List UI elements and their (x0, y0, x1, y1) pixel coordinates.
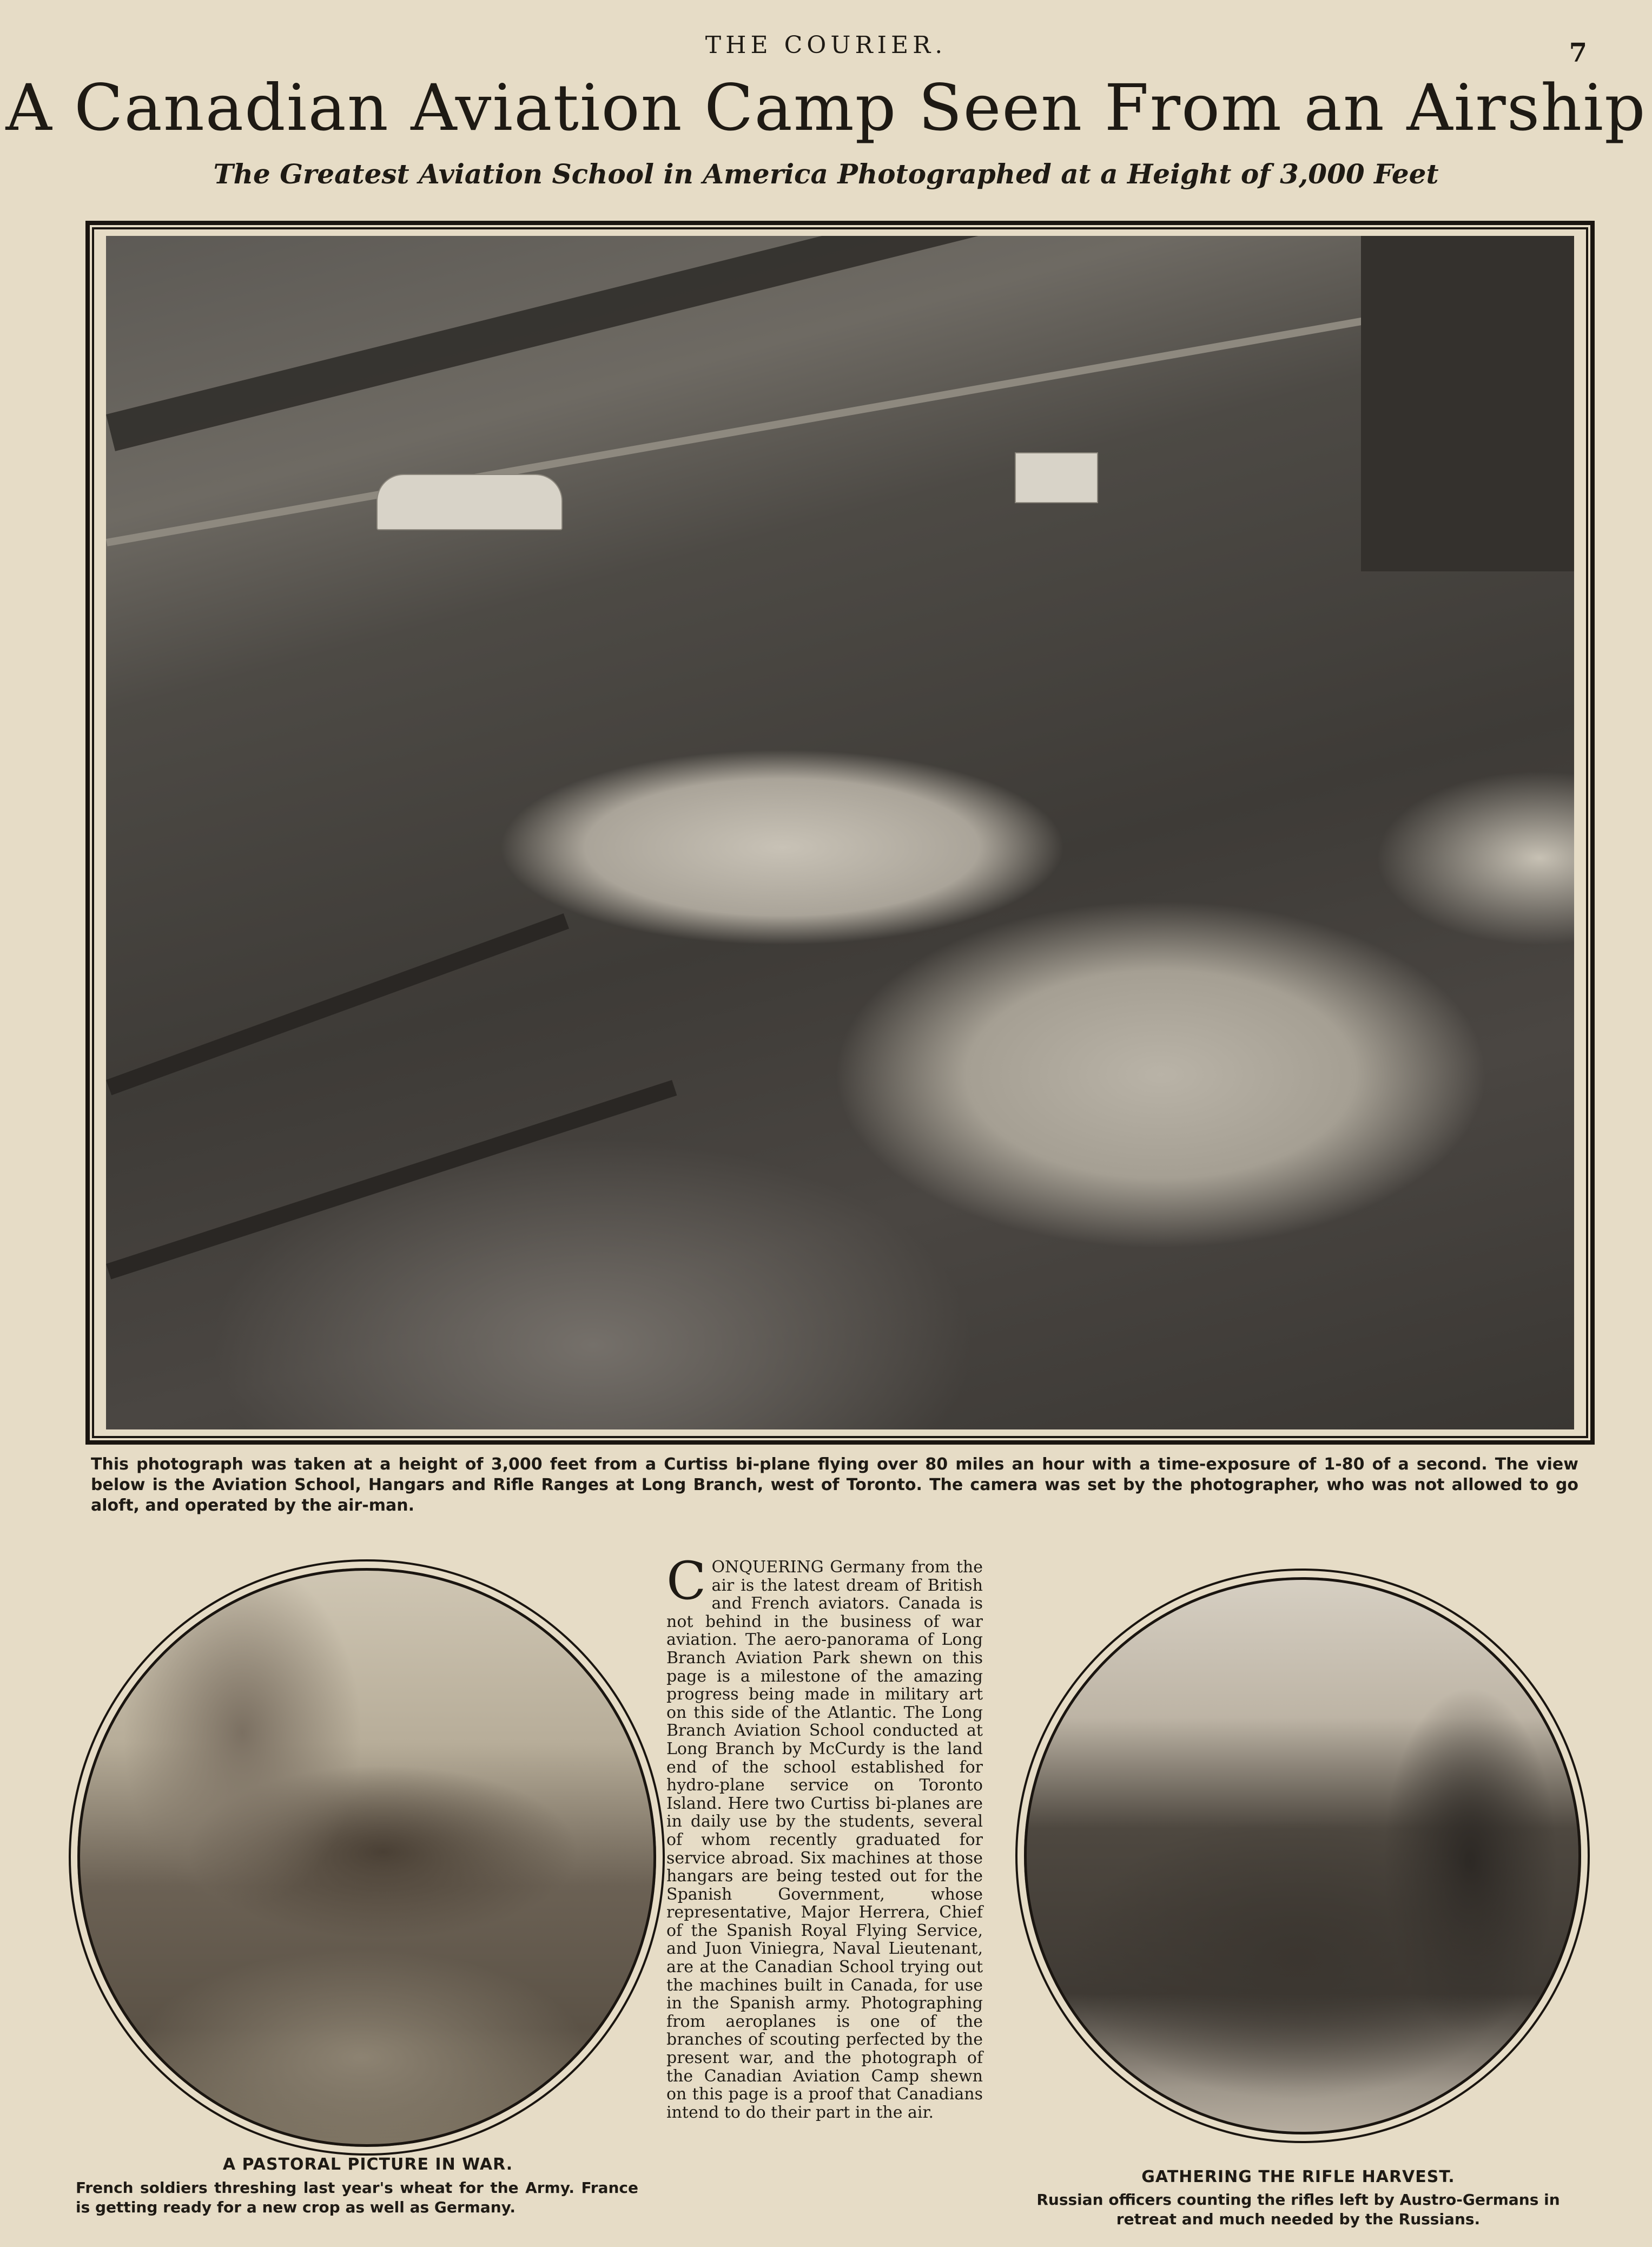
main-photo-caption: This photograph was taken at a height of 3,000 feet from a Curtiss bi-plane flying over 80 miles an hour with a time-exposure of 1-80 of a second. The view below is the Aviation School, Hangars and Rifle Ranges at Long Branch, west of Toronto. The camera was set by the photographer, who was not allowed to go aloft, and operated by the air-man. (91, 1455, 1578, 1515)
page-number: 7 (1569, 38, 1587, 68)
aerial-photograph (106, 236, 1574, 1429)
right-photo-caption: Russian officers counting the rifles left by Austro-Germans in retreat and much needed by the Russians. (1036, 2191, 1560, 2228)
article-body: ONQUERING Germany from the air is the latest dream of British and French aviators. Canada is not behind in the business of war aviation. The aero-panorama of Long Branch Aviation Park shewn on this page is a milestone of the amazing progress being made in military art on this side of the Atlantic. The Long Branch Aviation School conducted at Long Branch by McCurdy is the land end of the school established for hydro-plane service on Toronto Island. Here two Curtiss bi-planes are in daily use by the students, several of whom recently graduated for service abroad. Six machines at those hangars are being tested out for the Spanish Government, whose representative, Major Herrera, Chief of the Spanish Royal Flying Service, and Juon Viniegra, Naval Lieutenant, are at the Canadian School trying out the machines built in Canada, for use in the Spanish army. Photographing from aeroplanes is one of the branches of scouting perfected by the present war, and the photograph of the Canadian Aviation Camp shewn on this page is a proof that Canadians intend to do their part in the air. (666, 1558, 983, 2122)
running-head: THE COURIER. (705, 31, 947, 59)
threshing-photograph (77, 1568, 656, 2147)
hangar (376, 474, 563, 530)
field-furrow (106, 913, 569, 1095)
article (666, 1551, 983, 2122)
field-furrow (106, 1080, 677, 1279)
left-photo-caption: French soldiers threshing last year's wheat for the Army. France is getting ready for a new crop as well as Germany. (76, 2179, 638, 2216)
forest (1361, 236, 1574, 571)
left-photo-title: A PASTORAL PICTURE IN WAR. (222, 2155, 513, 2174)
subhead: The Greatest Aviation School in America Photographed at a Height of 3,000 Feet (213, 158, 1439, 190)
right-photo-title: GATHERING THE RIFLE HARVEST. (1141, 2167, 1455, 2186)
rifle-harvest-photograph (1024, 1577, 1581, 2134)
hangar (1015, 452, 1098, 503)
road (106, 276, 1574, 546)
headline: A Canadian Aviation Camp Seen From an Airship (5, 70, 1647, 145)
drop-cap: C (666, 1551, 706, 1611)
tree-line (106, 236, 1007, 451)
